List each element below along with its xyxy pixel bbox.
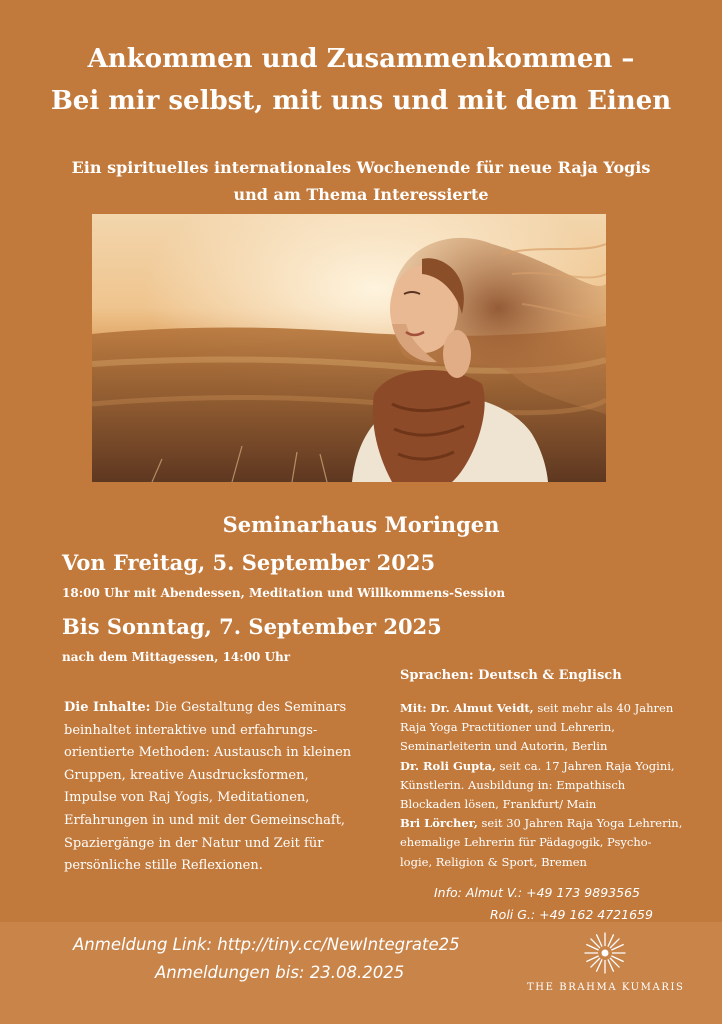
facilitator-name: Mit: Dr. Almut Veidt, xyxy=(400,701,534,715)
brand-name: THE BRAHMA KUMARIS xyxy=(527,982,685,993)
from-date: Von Freitag, 5. September 2025 xyxy=(62,550,436,575)
info-contact-2: Roli G.: +49 162 4721659 xyxy=(490,907,653,922)
to-date: Bis Sonntag, 7. September 2025 xyxy=(62,614,442,639)
from-details: 18:00 Uhr mit Abendessen, Meditation und Willkommens-Session xyxy=(62,586,506,600)
info-contact-1: Info: Almut V.: +49 173 9893565 xyxy=(434,885,640,900)
hero-photo xyxy=(92,214,606,482)
contents-label: Die Inhalte: xyxy=(64,700,151,715)
title-line-2: Bei mir selbst, mit uns und mit dem Einen xyxy=(50,86,672,116)
languages: Sprachen: Deutsch & Englisch xyxy=(400,668,622,683)
title-line-1: Ankommen und Zusammenkommen – xyxy=(87,44,635,74)
subtitle xyxy=(0,154,722,208)
facilitator-bio: seit 30 Jahren Raja Yoga Lehrerin, ehemalige Lehrerin für Pädagogik, Psycho- logie, Religion & Sport, Bremen xyxy=(400,816,683,869)
page-title xyxy=(0,38,722,122)
facilitator-bio: seit mehr als 40 Jahren Raja Yoga Practitioner und Lehrerin, Seminarleiterin und Autorin, Berlin xyxy=(400,701,674,754)
facilitator-bio: seit ca. 17 Jahren Raja Yogini, Künstlerin. Ausbildung in: Empathisch Blockaden lösen, Frankfurt/ Main xyxy=(400,758,675,812)
hero-photo-illustration xyxy=(92,214,606,482)
subtitle-line-2: und am Thema Interessierte xyxy=(233,185,489,204)
contents-text: Die Gestaltung des Seminars beinhaltet interaktive und erfahrungs- orientierte Methoden: Austausch in kleinen Gruppen, kreative Ausdrucksformen, Impulse von Raj Yogis, Meditationen, Erfahrungen in und mit der Gemeinschaft, Spaziergänge in der Natur und Zeit für persönliche stille Reflexionen. xyxy=(64,700,352,874)
venue-heading: Seminarhaus Moringen xyxy=(222,512,500,537)
registration-deadline: Anmeldungen bis: 23.08.2025 xyxy=(155,963,405,982)
contents-paragraph xyxy=(64,697,386,878)
brahma-kumaris-logo-icon xyxy=(583,931,627,975)
to-details: nach dem Mittagessen, 14:00 Uhr xyxy=(62,650,291,664)
registration-link[interactable]: Anmeldung Link: http://tiny.cc/NewIntegrate25 xyxy=(73,935,460,954)
facilitator-name: Dr. Roli Gupta, xyxy=(400,758,496,773)
facilitators-list xyxy=(400,699,710,872)
subtitle-line-1: Ein spirituelles internationales Wochenende für neue Raja Yogis xyxy=(71,158,651,177)
facilitator-name: Bri Lörcher, xyxy=(400,816,478,831)
